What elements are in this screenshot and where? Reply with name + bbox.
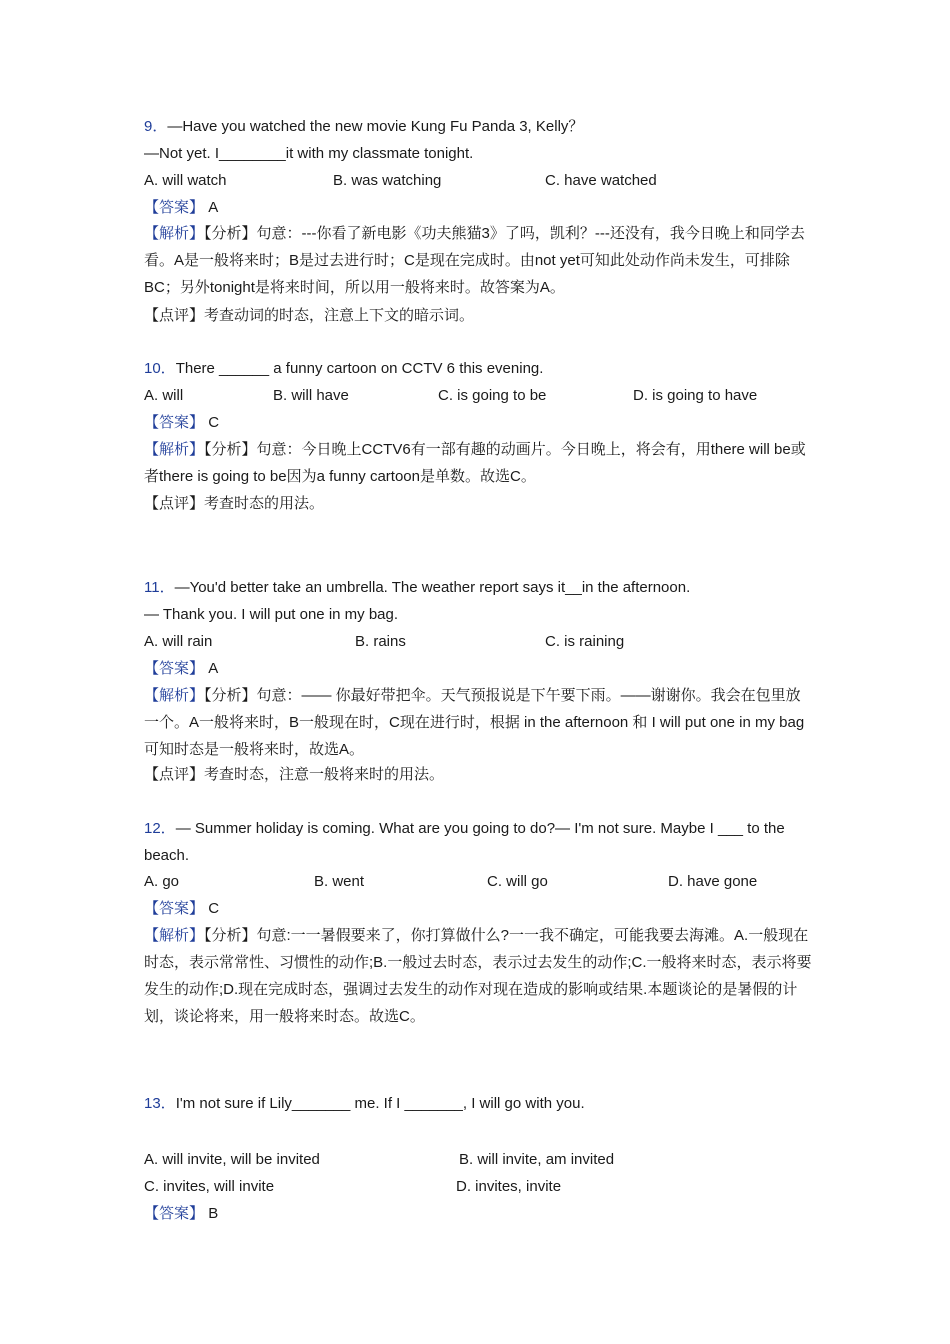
option-a: A. will <box>144 387 184 404</box>
analysis-text: 【分析】句意：今日晚上CCTV6有一部有趣的动画片。今日晚上，将会有，用there will be或者there is going to be因为a funny cartoon是单数。故选C。 <box>144 441 806 485</box>
question-stem <box>144 578 690 598</box>
analysis-block <box>144 922 812 1030</box>
answer-label: 【答案】 <box>144 660 205 677</box>
comment-text: 【点评】考查时态的用法。 <box>144 495 325 512</box>
answer-value: C <box>208 414 220 431</box>
answer-label: 【答案】 <box>144 900 205 917</box>
answer-line <box>144 198 218 218</box>
analysis-text: 【分析】句意：—— 你最好带把伞。天气预报说是下午要下雨。——谢谢你。我会在包里放一个。A一般将来时，B一般现在时，C现在进行时，根据 in the afternoon 和 I will put one in my bag可知时态是一般将来时，故选A。 <box>144 687 805 758</box>
analysis-label: 【解析】 <box>144 687 205 704</box>
answer-line <box>144 413 219 433</box>
answer-label: 【答案】 <box>144 1205 205 1222</box>
answer-value: A <box>208 199 219 216</box>
option-a: A. will watch <box>144 172 227 189</box>
option-b: B. will have <box>273 387 349 404</box>
option-a: A. will invite, will be invited <box>144 1151 320 1168</box>
analysis-block <box>144 436 812 490</box>
answer-label: 【答案】 <box>144 414 205 431</box>
analysis-block <box>144 682 812 763</box>
answer-value: B <box>208 1205 219 1222</box>
answer-label: 【答案】 <box>144 199 205 216</box>
question-stem <box>144 815 812 869</box>
analysis-label: 【解析】 <box>144 927 205 944</box>
stem-line: I'm not sure if Lily_______ me. If I _______, I will go with you. <box>175 1095 585 1112</box>
analysis-block <box>144 220 812 301</box>
question-number: 11． <box>144 579 175 596</box>
question-stem <box>144 359 543 379</box>
analysis-label: 【解析】 <box>144 225 205 242</box>
stem-line: — Summer holiday is coming. What are you going to do?— I'm not sure. Maybe I ___ to the beach. <box>144 820 785 864</box>
question-number: 10． <box>144 360 176 377</box>
analysis-text: 【分析】句意：---你看了新电影《功夫熊猫3》了吗，凯利？---还没有，我今日晚上和同学去看。A是一般将来时；B是过去进行时；C是现在完成时。由not yet可知此处动作尚未发生，可排除BC；另外tonight是将来时间，所以用一般将来时。故答案为A。 <box>144 225 805 296</box>
stem-line: —You'd better take an umbrella. The weather report says it__in the afternoon. <box>174 579 691 596</box>
option-d: D. invites, invite <box>456 1178 562 1195</box>
stem-line: —Not yet. I________it with my classmate tonight. <box>144 145 474 162</box>
option-c: C. will go <box>487 873 548 890</box>
answer-value: C <box>208 900 220 917</box>
option-b: B. was watching <box>333 172 442 189</box>
answer-line <box>144 1204 218 1224</box>
option-c: C. is going to be <box>438 387 547 404</box>
question-number: 12． <box>144 820 176 837</box>
option-a: A. will rain <box>144 633 213 650</box>
analysis-text: 【分析】句意:一一暑假要来了，你打算做什么?一一我不确定，可能我要去海滩。A.一般现在时态，表示常常性、习惯性的动作;B.一般过去时态，表示过去发生的动作;C.一般将来时态，表示将要发生的动作;D.现在完成时态，强调过去发生的动作对现在造成的影响或结果.本题谈论的是暑假的计划，谈论将来，用一般将来时态。故选C。 <box>144 927 812 1025</box>
comment-text: 【点评】考查动词的时态，注意上下文的暗示词。 <box>144 307 475 324</box>
option-c: C. is raining <box>545 633 625 650</box>
question-number: 13． <box>144 1095 176 1112</box>
option-b: B. rains <box>355 633 406 650</box>
question-stem <box>144 117 583 137</box>
stem-line: —Have you watched the new movie Kung Fu Panda 3, Kelly？ <box>167 118 584 135</box>
answer-line <box>144 659 218 679</box>
analysis-label: 【解析】 <box>144 441 205 458</box>
question-number: 9． <box>144 118 168 135</box>
option-c: C. have watched <box>545 172 657 189</box>
option-c: C. invites, will invite <box>144 1178 275 1195</box>
answer-value: A <box>208 660 219 677</box>
option-a: A. go <box>144 873 180 890</box>
option-d: D. have gone <box>668 873 758 890</box>
option-b: B. will invite, am invited <box>459 1151 615 1168</box>
question-stem <box>144 1094 585 1114</box>
comment-text: 【点评】考查时态，注意一般将来时的用法。 <box>144 766 445 783</box>
stem-line: There ______ a funny cartoon on CCTV 6 this evening. <box>175 360 544 377</box>
stem-line: — Thank you. I will put one in my bag. <box>144 606 399 623</box>
option-b: B. went <box>314 873 365 890</box>
option-d: D. is going to have <box>633 387 758 404</box>
answer-line <box>144 899 219 919</box>
